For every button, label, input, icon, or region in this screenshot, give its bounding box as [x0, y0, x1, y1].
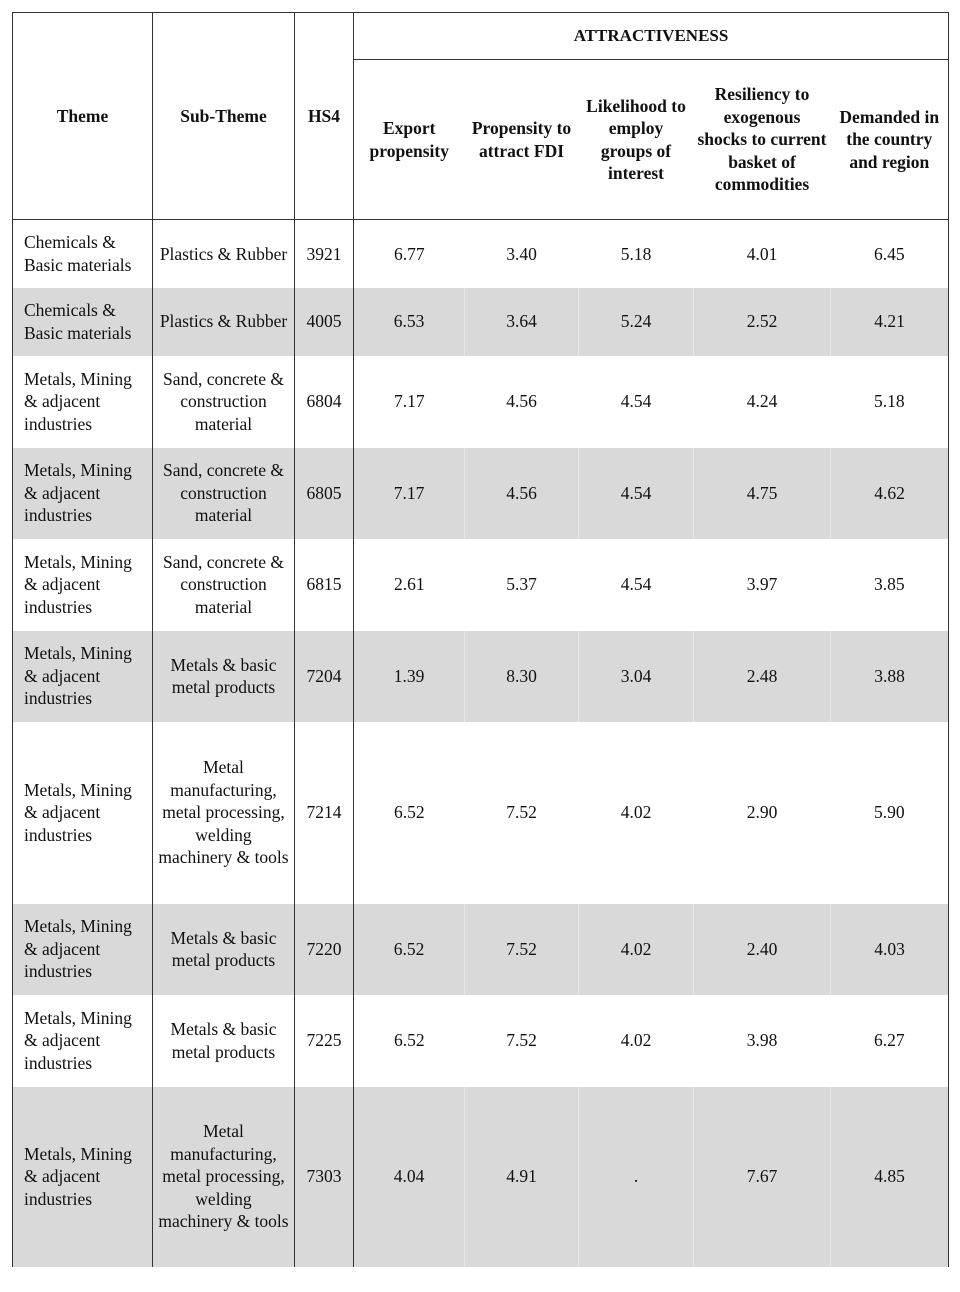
- theme-cell: Metals, Mining & adjacent industries: [13, 1087, 153, 1267]
- likelihood-employ-cell: 4.54: [620, 574, 652, 595]
- sub-theme-cell: Sand, concrete & construction material: [153, 539, 295, 631]
- export-propensity-cell: 6.77: [393, 243, 425, 264]
- header-demanded: Demanded in the country and region: [831, 60, 949, 220]
- likelihood-employ-cell: 4.02: [579, 904, 694, 995]
- theme-cell: Metals, Mining & adjacent industries: [13, 995, 153, 1087]
- demanded-cell: 6.45: [831, 220, 949, 288]
- hs4-cell: 7220: [295, 904, 354, 995]
- resiliency-cell: 2.52: [694, 288, 831, 356]
- theme-cell: Chemicals & Basic materials: [13, 220, 153, 288]
- demanded-cell: 4.03: [831, 904, 949, 995]
- hs4-cell: 4005: [295, 288, 354, 356]
- sub-theme-cell: Sand, concrete & construction material: [153, 356, 295, 448]
- table-row: [13, 220, 949, 288]
- attractiveness-table: [12, 12, 949, 1267]
- hs4-cell: 7303: [295, 1087, 354, 1267]
- table-row: [13, 904, 949, 995]
- header-likelihood-employ: Likelihood to employ groups of interest: [579, 60, 694, 220]
- likelihood-employ-cell: .: [579, 1087, 694, 1267]
- export-propensity-cell: 6.52: [354, 904, 465, 995]
- likelihood-employ-cell: 5.24: [579, 288, 694, 356]
- hs4-cell: 6804: [295, 356, 354, 448]
- header-attractiveness: ATTRACTIVENESS: [354, 13, 949, 60]
- sub-theme-cell: Sand, concrete & construction material: [153, 448, 295, 539]
- theme-cell: Chemicals & Basic materials: [13, 288, 153, 356]
- header-resiliency: Resiliency to exogenous shocks to current basket of commodities: [694, 60, 831, 220]
- theme-cell: Metals, Mining & adjacent industries: [13, 448, 153, 539]
- table-row: [13, 995, 949, 1087]
- propensity-fdi-cell: 4.56: [506, 391, 537, 412]
- export-propensity-cell: 2.61: [393, 574, 425, 595]
- export-propensity-cell: 4.04: [354, 1087, 465, 1267]
- resiliency-cell: 2.48: [694, 631, 831, 722]
- hs4-cell: 7204: [295, 631, 354, 722]
- theme-cell: Metals, Mining & adjacent industries: [13, 631, 153, 722]
- resiliency-cell: 2.90: [746, 802, 778, 823]
- likelihood-employ-cell: 4.54: [579, 448, 694, 539]
- hs4-cell: 7214: [295, 722, 354, 904]
- demanded-cell: 3.85: [831, 539, 949, 631]
- table-row: [13, 356, 949, 448]
- likelihood-employ-cell: 4.02: [620, 802, 652, 823]
- likelihood-employ-cell: 4.02: [620, 1030, 652, 1051]
- resiliency-cell: 4.75: [694, 448, 831, 539]
- hs4-cell: 6805: [295, 448, 354, 539]
- resiliency-cell: 4.01: [746, 243, 778, 264]
- header-theme: Theme: [13, 13, 153, 220]
- theme-cell: Metals, Mining & adjacent industries: [13, 356, 153, 448]
- propensity-fdi-cell: 7.52: [506, 1030, 537, 1051]
- likelihood-employ-cell: 5.18: [620, 243, 652, 264]
- table-body: [13, 220, 949, 1267]
- propensity-fdi-cell: 4.91: [465, 1087, 579, 1267]
- demanded-cell: 5.90: [831, 722, 949, 904]
- demanded-cell: 3.88: [831, 631, 949, 722]
- sub-theme-cell: Plastics & Rubber: [153, 288, 295, 356]
- table-row: [13, 1087, 949, 1267]
- propensity-fdi-cell: 8.30: [465, 631, 579, 722]
- resiliency-cell: 2.40: [694, 904, 831, 995]
- sub-theme-cell: Plastics & Rubber: [153, 220, 295, 288]
- export-propensity-cell: 6.52: [393, 1030, 425, 1051]
- sub-theme-cell: Metals & basic metal products: [153, 631, 295, 722]
- header-sub-theme: Sub-Theme: [153, 13, 295, 220]
- demanded-cell: 5.18: [831, 356, 949, 448]
- propensity-fdi-cell: 3.64: [465, 288, 579, 356]
- sub-theme-cell: Metal manufacturing, metal processing, welding machinery & tools: [153, 1087, 295, 1267]
- sub-theme-cell: Metals & basic metal products: [153, 995, 295, 1087]
- demanded-cell: 6.27: [831, 995, 949, 1087]
- theme-cell: Metals, Mining & adjacent industries: [13, 539, 153, 631]
- resiliency-cell: 4.24: [746, 391, 778, 412]
- header-propensity-fdi: Propensity to attract FDI: [465, 60, 579, 220]
- likelihood-employ-cell: 3.04: [579, 631, 694, 722]
- hs4-cell: 3921: [295, 220, 354, 288]
- sub-theme-cell: Metal manufacturing, metal processing, welding machinery & tools: [153, 722, 295, 904]
- resiliency-cell: 3.98: [746, 1030, 778, 1051]
- table-row: [13, 631, 949, 722]
- likelihood-employ-cell: 4.54: [620, 391, 652, 412]
- table-row: [13, 722, 949, 904]
- sub-theme-cell: Metals & basic metal products: [153, 904, 295, 995]
- table-row: [13, 288, 949, 356]
- demanded-cell: 4.21: [831, 288, 949, 356]
- demanded-cell: 4.85: [831, 1087, 949, 1267]
- export-propensity-cell: 6.52: [393, 802, 425, 823]
- export-propensity-cell: 7.17: [393, 391, 425, 412]
- propensity-fdi-cell: 5.37: [506, 574, 537, 595]
- resiliency-cell: 3.97: [746, 574, 778, 595]
- theme-cell: Metals, Mining & adjacent industries: [13, 722, 153, 904]
- export-propensity-cell: 1.39: [354, 631, 465, 722]
- export-propensity-cell: 7.17: [354, 448, 465, 539]
- propensity-fdi-cell: 3.40: [506, 243, 537, 264]
- demanded-cell: 4.62: [831, 448, 949, 539]
- header-export-propensity: Export propensity: [354, 60, 465, 220]
- hs4-cell: 6815: [295, 539, 354, 631]
- table-row: [13, 448, 949, 539]
- propensity-fdi-cell: 7.52: [465, 904, 579, 995]
- export-propensity-cell: 6.53: [354, 288, 465, 356]
- table-row: [13, 539, 949, 631]
- resiliency-cell: 7.67: [694, 1087, 831, 1267]
- propensity-fdi-cell: 4.56: [465, 448, 579, 539]
- theme-cell: Metals, Mining & adjacent industries: [13, 904, 153, 995]
- table-header: [13, 13, 949, 220]
- hs4-cell: 7225: [295, 995, 354, 1087]
- propensity-fdi-cell: 7.52: [506, 802, 537, 823]
- header-hs4: HS4: [295, 13, 354, 220]
